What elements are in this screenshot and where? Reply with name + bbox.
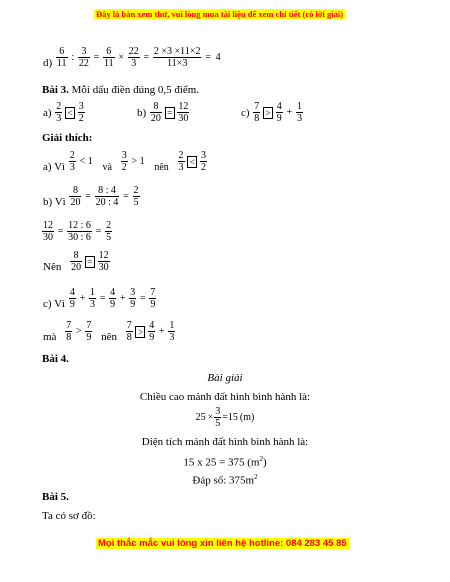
- operator: =: [85, 191, 91, 202]
- result-value: 4: [215, 52, 221, 63]
- row-label: a) Vì: [43, 161, 66, 173]
- conjunction: Nên: [43, 261, 62, 273]
- explain-c-row2: [42, 320, 175, 343]
- fraction: $\frac{6}{11}$: [103, 46, 114, 69]
- answer-box: >: [135, 326, 145, 338]
- operator: =: [205, 52, 211, 63]
- bai5-text: Ta có sơ đồ:: [42, 510, 96, 522]
- fraction: $\frac{7}{9}$: [86, 320, 92, 343]
- fraction: $\frac{2}{5}$: [106, 220, 112, 243]
- bai5-title: Bài 5.: [42, 491, 69, 503]
- answer-box: <: [187, 156, 197, 168]
- fraction: $\frac{3}{22}$: [78, 46, 89, 69]
- fraction: $\frac{3}{2}$: [78, 101, 84, 124]
- calc-number: 25: [195, 412, 206, 423]
- bai3-heading: [42, 84, 199, 96]
- solution-calc-2: [0, 455, 450, 469]
- fraction: $\frac{7}{8}$: [126, 320, 132, 343]
- bai3-text: Mỗi dấu điền đúng 0,5 điểm.: [68, 84, 200, 96]
- operator: =: [57, 226, 64, 237]
- item-label: b): [137, 106, 147, 119]
- operator: +: [79, 293, 86, 304]
- operator: +: [286, 107, 293, 118]
- bottom-banner: Mọi thắc mắc vui lòng xin liên hệ hotline: 084 283 45 85: [98, 538, 347, 549]
- fraction: $\frac{2 \times 3 \times 11\times 2}{11\times 3}$: [153, 46, 201, 69]
- explanation-heading: Giải thích:: [42, 132, 93, 144]
- fraction: $\frac{4}{9}$: [276, 101, 282, 124]
- answer-box: <: [65, 107, 75, 119]
- fraction: $\frac{2}{3}$: [69, 150, 75, 173]
- fraction: $\frac{4}{9}$: [110, 287, 116, 310]
- fraction: $\frac{4}{9}$: [69, 287, 75, 310]
- fraction: $\frac{12}{30}$: [178, 101, 189, 124]
- fraction: $\frac{3}{2}$: [201, 150, 207, 173]
- fraction: $\frac{8}{20}$: [71, 250, 82, 273]
- answer-box: >: [263, 107, 273, 119]
- row-label: c) Vì: [43, 298, 66, 310]
- calc-text: ): [263, 456, 267, 469]
- fraction: $\frac{3}{9}$: [130, 287, 136, 310]
- fraction: $\frac{6}{11}$: [56, 46, 67, 69]
- fraction: $\frac{1}{3}$: [296, 101, 302, 124]
- explain-b-row2: [42, 220, 112, 243]
- operator: ×: [118, 52, 125, 63]
- fraction: $\frac{22}{3}$: [128, 46, 139, 69]
- operator: =: [140, 293, 146, 304]
- bai3-item-a: [42, 101, 85, 124]
- fraction: $\frac{2}{3}$: [56, 101, 62, 124]
- conjunction: nên: [154, 162, 169, 173]
- solution-heading: Bài giải: [207, 372, 243, 384]
- fraction: $\frac{2}{5}$: [133, 185, 139, 208]
- conjunction: nên: [101, 331, 117, 343]
- operator: :: [71, 52, 75, 63]
- operator: ×: [207, 412, 214, 423]
- fraction: $\frac{3}{5}$: [215, 406, 221, 429]
- bai4-title: Bài 4.: [42, 353, 69, 365]
- top-banner: Đây là bản xem thử, vui lòng mua tài liệu để xem chi tiết (có lời giải): [96, 9, 344, 19]
- fraction: $\frac{12 : 6}{30 : 6}$: [68, 220, 91, 243]
- conjunction: mà: [43, 331, 57, 343]
- operator: +: [158, 326, 165, 337]
- fraction: $\frac{3}{2}$: [121, 150, 127, 173]
- superscript: 2: [254, 473, 258, 481]
- explain-b-row3: [42, 250, 110, 273]
- calc-text: 15 x 25 = 375 (m: [183, 456, 260, 469]
- item-label: a): [43, 106, 52, 119]
- item-label: c): [241, 106, 250, 119]
- solution-line-2: Diện tích mảnh đất hình bình hành là:: [141, 436, 309, 448]
- explain-a-row: [42, 150, 207, 173]
- fraction: $\frac{7}{8}$: [254, 101, 260, 124]
- calc-result: =15: [222, 412, 238, 423]
- comparison: > 1: [131, 156, 145, 167]
- operator: =: [95, 226, 102, 237]
- answer-text: Đáp số: 375m: [192, 474, 255, 487]
- answer-box: =: [165, 107, 175, 119]
- fraction: $\frac{8 : 4}{20 : 4}$: [95, 185, 119, 208]
- operator: =: [93, 52, 100, 63]
- final-answer: [0, 473, 450, 487]
- part-d-row: [42, 46, 222, 69]
- fraction: $\frac{1}{3}$: [90, 287, 95, 310]
- fraction: $\frac{7}{9}$: [150, 287, 156, 310]
- operator: +: [119, 293, 126, 304]
- fraction: $\frac{7}{8}$: [66, 320, 72, 343]
- explain-c-row1: [42, 287, 156, 310]
- bai3-item-c: [240, 101, 303, 124]
- fraction: $\frac{12}{30}$: [98, 250, 109, 273]
- comparison: >: [75, 326, 82, 337]
- operator: =: [143, 52, 150, 63]
- fraction: $\frac{8}{20}$: [150, 101, 161, 124]
- superscript: 2: [259, 455, 263, 463]
- operator: =: [123, 191, 129, 202]
- row-label: b) Vì: [43, 196, 66, 208]
- part-d-label: d): [43, 57, 53, 69]
- conjunction: và: [102, 162, 112, 173]
- operator: =: [99, 293, 106, 304]
- explain-b-row1: [42, 185, 140, 208]
- fraction: $\frac{2}{3}$: [178, 150, 184, 173]
- fraction: $\frac{4}{9}$: [149, 320, 155, 343]
- bai3-item-b: [136, 101, 189, 124]
- fraction: $\frac{1}{3}$: [169, 320, 175, 343]
- comparison: < 1: [79, 156, 93, 167]
- answer-box: =: [85, 256, 95, 268]
- solution-line-1: Chiều cao mảnh đất hình bình hành là:: [139, 391, 311, 403]
- unit: (m): [239, 412, 255, 423]
- solution-calc-1: [0, 406, 450, 429]
- fraction: $\frac{8}{20}$: [70, 185, 81, 208]
- fraction: $\frac{12}{30}$: [43, 220, 53, 243]
- bai3-title: Bài 3.: [42, 84, 69, 96]
